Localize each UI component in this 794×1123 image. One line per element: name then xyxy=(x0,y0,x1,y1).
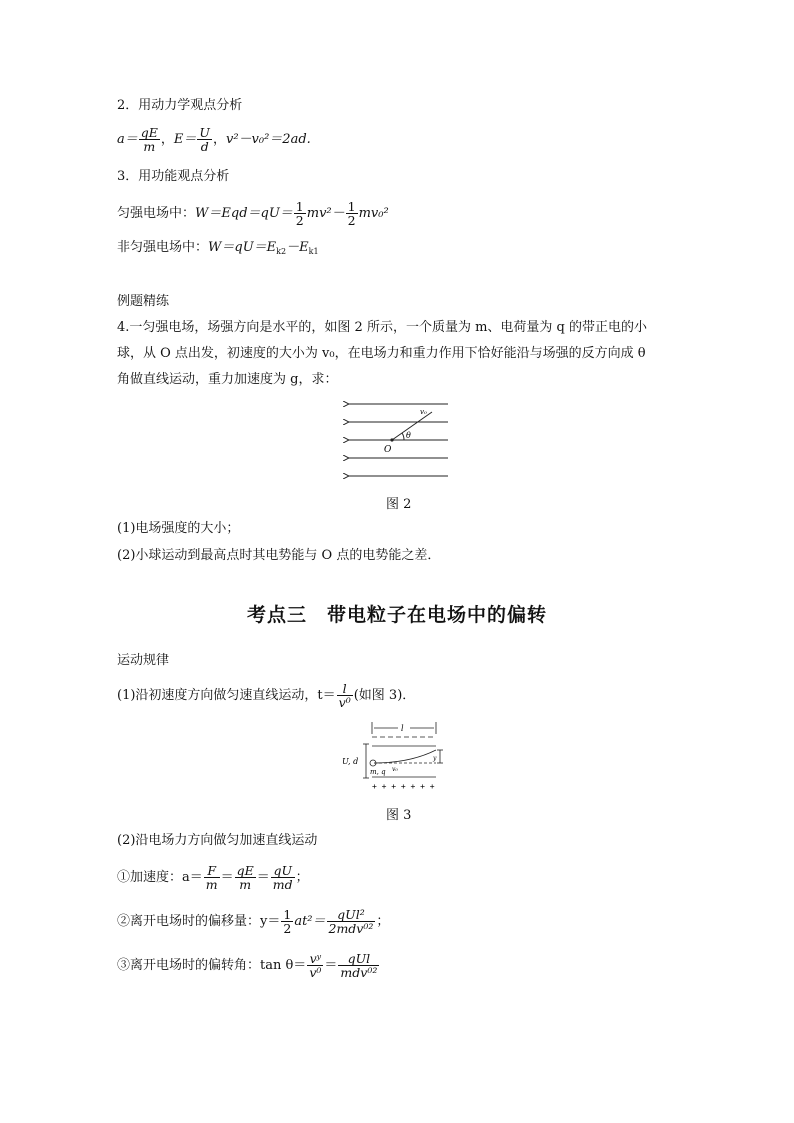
example-paragraph-line-3: 角做直线运动，重力加速度为 g，求： xyxy=(117,372,338,387)
fraction-U-d: $\frac{U}{d}$ xyxy=(199,125,210,154)
figure-3-caption: 图 3 xyxy=(386,808,412,823)
dynamics-formula: a＝ $\frac{qE}{m}$ ，E＝ $\frac{U}{d}$ ，v²－v₀²＝2ad. xyxy=(117,125,311,154)
rule-1: (1)沿初速度方向做匀速直线运动，t＝ $\frac{l}{\text{v⁰}}$ (如图 3)． xyxy=(117,681,416,710)
label-v0: v₀ xyxy=(392,766,398,773)
theta-arc xyxy=(402,433,404,440)
example-paragraph-line-1: 4.一匀强电场，场强方向是水平的，如图 2 所示，一个质量为 m、电荷量为 q 的带正电的小 xyxy=(117,320,647,335)
figure-2-diagram xyxy=(340,398,452,484)
fraction-l-v0: $\frac{l}{\text{v⁰}}$ xyxy=(338,681,351,710)
fraction-half: $\frac{1}{2}$ xyxy=(295,199,304,228)
section-2-title: 2．用动力学观点分析 xyxy=(117,98,243,113)
question-2: (2)小球运动到最高点时其电势能与 O 点的电势能之差． xyxy=(117,548,441,563)
figure-3-diagram xyxy=(340,720,452,796)
label-l: l xyxy=(401,724,404,733)
deflected-trajectory xyxy=(374,750,436,763)
fraction-half-2: $\frac{1}{2}$ xyxy=(347,199,356,228)
label-plus-signs: + + + + + + + xyxy=(372,782,435,791)
label-m-q: m, q xyxy=(370,768,386,776)
question-1: (1)电场强度的大小； xyxy=(117,521,240,536)
label-y: y xyxy=(433,755,437,762)
label-theta: θ xyxy=(406,431,411,440)
acceleration-formula: ①加速度：a＝ $\frac{F}{m}$ ＝ $\frac{qE}{m}$ ＝ $\frac{qU}{md}$ ； xyxy=(117,863,309,892)
fraction-qE-m: $\frac{qE}{m}$ xyxy=(140,125,158,154)
figure-2-caption: 图 2 xyxy=(386,497,412,512)
motion-law-subheading: 运动规律 xyxy=(117,653,170,668)
section-3-title: 3．用功能观点分析 xyxy=(117,169,230,184)
example-heading: 例题精练 xyxy=(117,294,170,309)
nonuniform-field-formula: 非匀强电场中：$W=qU=E_{k2}-E_{k1}$ xyxy=(117,240,319,256)
label-O: O xyxy=(384,445,392,455)
velocity-line xyxy=(392,412,432,440)
uniform-field-formula: 匀强电场中：W＝Eqd＝qU＝ $\frac{1}{2}$ mv²－ $\frac{1}{2}$ mv₀² xyxy=(117,199,389,228)
displacement-formula: ②离开电场时的偏移量：y＝ $\frac{1}{2}$ at²＝ $\frac{\text{qUl²}}{\text{2mdv⁰²}}$ ； xyxy=(117,907,390,936)
example-paragraph-line-2: 球，从 O 点出发，初速度的大小为 v₀，在电场力和重力作用下恰好能沿与场强的反方向成 θ xyxy=(117,346,646,361)
rule-2: (2)沿电场力方向做匀加速直线运动 xyxy=(117,833,318,848)
deflection-angle-formula: ③离开电场时的偏转角：tan θ＝ $\frac{\text{vʸ}}{\text{v⁰}}$ ＝ $\frac{\text{qUl}}{\text{mdv⁰²}}$ xyxy=(117,951,378,980)
point-O xyxy=(390,438,393,441)
formula-a-lhs: a＝ xyxy=(117,132,138,147)
label-v0: v₀ xyxy=(420,408,427,416)
kinematics-equation: v²－v₀²＝2ad. xyxy=(225,132,311,147)
label-U-d: U, d xyxy=(342,757,359,766)
topic-3-title: 考点三 带电粒子在电场中的偏转 xyxy=(246,604,547,626)
formula-E-lhs: E＝ xyxy=(173,132,197,147)
